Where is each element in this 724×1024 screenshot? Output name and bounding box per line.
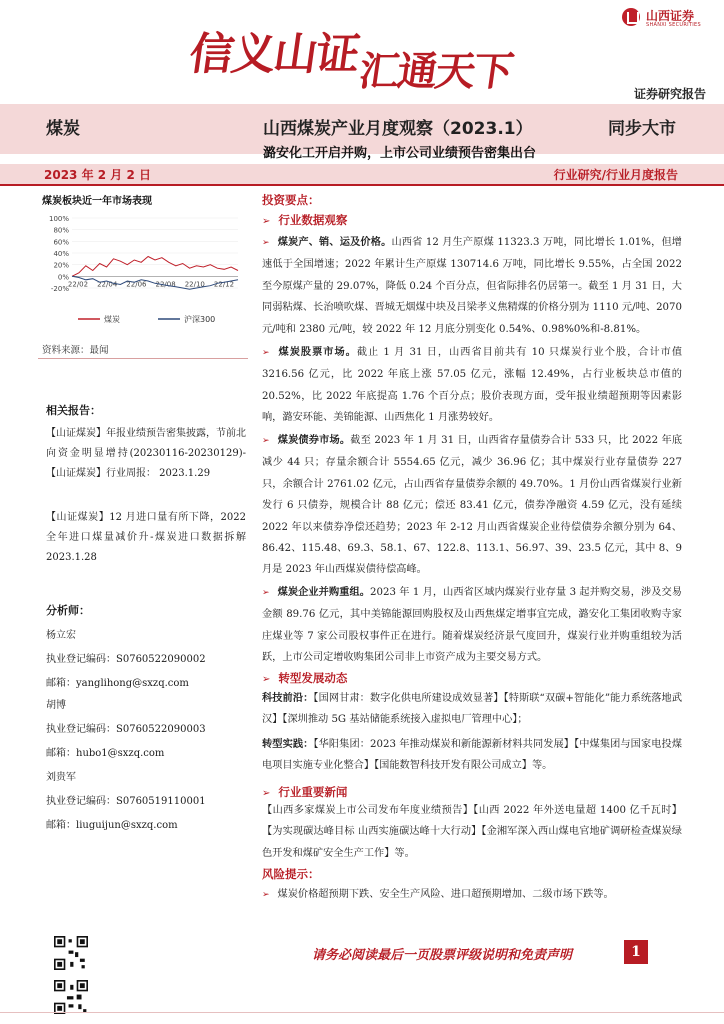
logo-mark-icon [622,8,640,26]
arrow-icon: ➢ [262,348,270,358]
section-heading-text: 行业重要新闻 [278,785,348,799]
legend-label: 煤炭 [104,315,120,324]
paragraph-lead: 煤炭债券市场。 [277,435,351,446]
arrow-icon: ➢ [262,890,270,900]
paragraph-text: 2023 年 1 月，山西省区域内煤炭行业存量 3 起并购交易，涉及交易金额 89.76 亿元，其中美锦能源回购股权及山西焦煤定增事宜完成，潞安化工集团收购寺家庄煤业等 7 家公司股权事件正在进行。随着煤炭经济景气度回升，煤炭行业并购重组较为活跃，上市公司定增收购集团公司非上市资产成为主要交易方式。 [262,587,682,664]
report-type: 行业研究/行业月度报告 [553,168,678,182]
y-tick-label: -20% [50,285,69,293]
analyst-name: 刘贵军 [46,772,76,783]
paragraph-text: 【华阳集团：2023 年推动煤炭和新能源新材料共同发展】【中煤集团与国家电投煤电项目实施专业化整合】【国能数智科技开发有限公司成立】等。 [262,739,682,772]
analysts-header: 分析师： [46,604,90,617]
analyst-email[interactable]: 邮箱：yanglihong@sxzq.com [46,678,189,689]
paragraph-transformation [262,734,682,777]
logo-text-cn: 山西证券 [646,9,695,23]
x-tick-label: 22/10 [184,280,205,289]
chart-source: 资料来源：最闻 [42,345,109,356]
paragraph-lead: 科技前沿： [262,693,314,704]
analyst-email[interactable]: 邮箱：liuguijun@sxzq.com [46,820,178,831]
related-report-link[interactable]: 【山证煤炭】年报业绩预告密集披露，节前北向资金明显增持(20230116-20230129)-【山证煤炭】行业周报： 2023.1.29 [46,428,246,479]
paragraph-bond-market [262,430,682,581]
x-tick-label: 22/08 [155,280,176,289]
divider [38,358,248,359]
report-title: 山西煤炭产业月度观察（2023.1） [263,119,533,139]
analyst-license: 执业登记编码：S0760519110001 [46,796,206,807]
risk-header: 风险提示： [262,867,320,881]
y-tick-label: 20% [53,261,69,270]
slogan-part2: 汇通天下 [356,48,515,95]
qr-code-icon [54,936,88,970]
paragraph-lead: 煤炭产、销、运及价格。 [277,237,392,248]
analyst-license: 执业登记编码：S0760522090003 [46,724,206,735]
rating-label: 同步大市 [608,119,676,139]
paragraph-text: 截至 2023 年 1 月 31 日，山西省存量债券合计 533 只，比 2022 年底减少 44 只；存量余额合计 5554.65 亿元，减少 36.96 亿；其中煤炭行业存量债券 227 只，余额合计 2761.02 亿元，占山西省存量债券余额的 49.70%。1 月份山西省煤炭行业新发行 6 只债券，规模合计 88 亿元；偿还 83.41 亿元，债券净融资 4.59 亿元，没有延续 2022 年以来债券净偿还趋势；2023 年 2-12 月山西省煤炭企业待偿债券余额分别为 64、86.42、115.48、69.3、58.1、67、122.8、113.1、56.97、39、23.5 亿元，其中 8、9 月是 2023 年山西煤炭债待偿高峰。 [262,435,683,576]
analyst-name: 胡博 [46,700,66,711]
arrow-icon: ➢ [262,588,270,598]
header-slogan [185,18,519,95]
y-tick-label: 80% [53,226,69,235]
footer-divider [0,1012,724,1013]
section-heading [262,212,347,228]
y-tick-label: 100% [48,215,69,223]
paragraph-lead: 转型实践： [262,739,314,750]
disclaimer-note: 请务必阅读最后一页股票评级说明和免责声明 [312,948,573,963]
paragraph-text: 【山西多家煤炭上市公司发布年度业绩预告】【山西 2022 年外送电量超 1400 亿千瓦时】【为实现碳达峰目标 山西实施碳达峰十大行动】【金湘军深入西山煤电官地矿调研检查煤炭绿色开发和煤矿安全生产工作】等。 [262,805,682,859]
report-date: 2023 年 2 月 2 日 [44,168,151,182]
analyst-name: 杨立宏 [46,630,76,641]
company-logo [622,6,717,32]
date-band [0,164,724,186]
arrow-icon: ➢ [262,788,271,799]
arrow-icon: ➢ [262,216,271,227]
section-heading [262,784,347,800]
paragraph-lead: 煤炭股票市场。 [277,347,357,358]
paragraph-lead: 煤炭企业并购重组。 [277,587,370,598]
report-subtitle: 潞安化工开启并购，上市公司业绩预告密集出台 [263,146,537,161]
document-type: 证券研究报告 [633,87,706,101]
section-heading-text: 转型发展动态 [278,671,348,685]
arrow-icon: ➢ [262,436,270,446]
paragraph-production [262,232,682,340]
paragraph-text: 截止 1 月 31 日，山西省目前共有 10 只煤炭行业个股，合计市值 3216.56 亿元，比 2022 年底上涨 57.05 亿元，涨幅 12.49%，占行业板块总市值的 20.52%，比 2022 年底提高 1.76 个百分点；股价表现方面，受年报业绩超预期等因素影响，潞安环能、美锦能源、山西焦化 1 月涨势较好。 [262,347,683,424]
chart-title: 煤炭板块近一年市场表现 [42,196,152,207]
legend-label: 沪深300 [184,315,216,324]
y-tick-label: 40% [53,250,69,258]
x-tick-label: 22/12 [213,280,235,289]
section-heading-text: 行业数据观察 [278,213,348,227]
paragraph-text: 煤炭价格超预期下跌、安全生产风险、进口超预期增加、二级市场下跌等。 [277,889,614,900]
x-tick-label: 22/02 [67,280,89,289]
section-heading [262,670,347,686]
paragraph-tech-frontier [262,688,682,731]
qr-code-icon [54,980,88,1014]
slogan-part1: 信义山证 [186,29,362,80]
x-tick-label: 22/06 [126,280,147,289]
paragraph-mergers [262,582,682,669]
industry-label: 煤炭 [46,119,80,139]
paragraph-text: 【国网甘肃：数字化供电所建设成效显著】【特斯联“双碳+智能化”能力系统落地武汉】【深圳推动 5G 基站储能系统接入虚拟电厂管理中心】； [262,693,683,726]
x-tick-label: 22/04 [97,280,118,289]
paragraph-risk [262,884,682,906]
page-number: 1 [624,940,648,964]
arrow-icon: ➢ [262,674,271,685]
analyst-email[interactable]: 邮箱：hubo1@sxzq.com [46,748,165,759]
paragraph-news [262,800,682,864]
series-line-coal [72,257,238,277]
paragraph-stock-market [262,342,682,429]
paragraph-text: 山西省 12 月生产原煤 11323.3 万吨，同比增长 1.01%，但增速低于全国增速；2022 年累计生产原煤 130714.6 万吨，同比增长 9.55%，占全国 2022 至今原煤产量的 29.07%，降低 0.24 个百分点，但省际排名仍居第一。截至 1 月 31 日，大同弱粘煤、长治喷吹煤、晋城无烟煤中块及吕梁孝义焦精煤的价格分别为 1110 元/吨、2070 元/吨和 2380 元/吨，较 2022 年 12 月底分别变化 0.54%、0.98%0%和-8.81%。 [262,237,682,335]
arrow-icon: ➢ [262,238,270,248]
y-tick-label: 0% [57,273,69,282]
market-performance-chart [38,210,248,335]
related-report-link[interactable]: 【山证煤炭】12 月进口量有所下降，2022 全年进口煤量减价升-煤炭进口数据拆解 2023.1.28 [46,512,246,563]
y-tick-label: 60% [53,238,69,247]
related-reports-header: 相关报告： [46,404,101,417]
logo-text-en: SHANXI SECURITIES [646,22,701,28]
investment-points-header: 投资要点： [262,193,320,207]
analyst-license: 执业登记编码：S0760522090002 [46,654,206,665]
